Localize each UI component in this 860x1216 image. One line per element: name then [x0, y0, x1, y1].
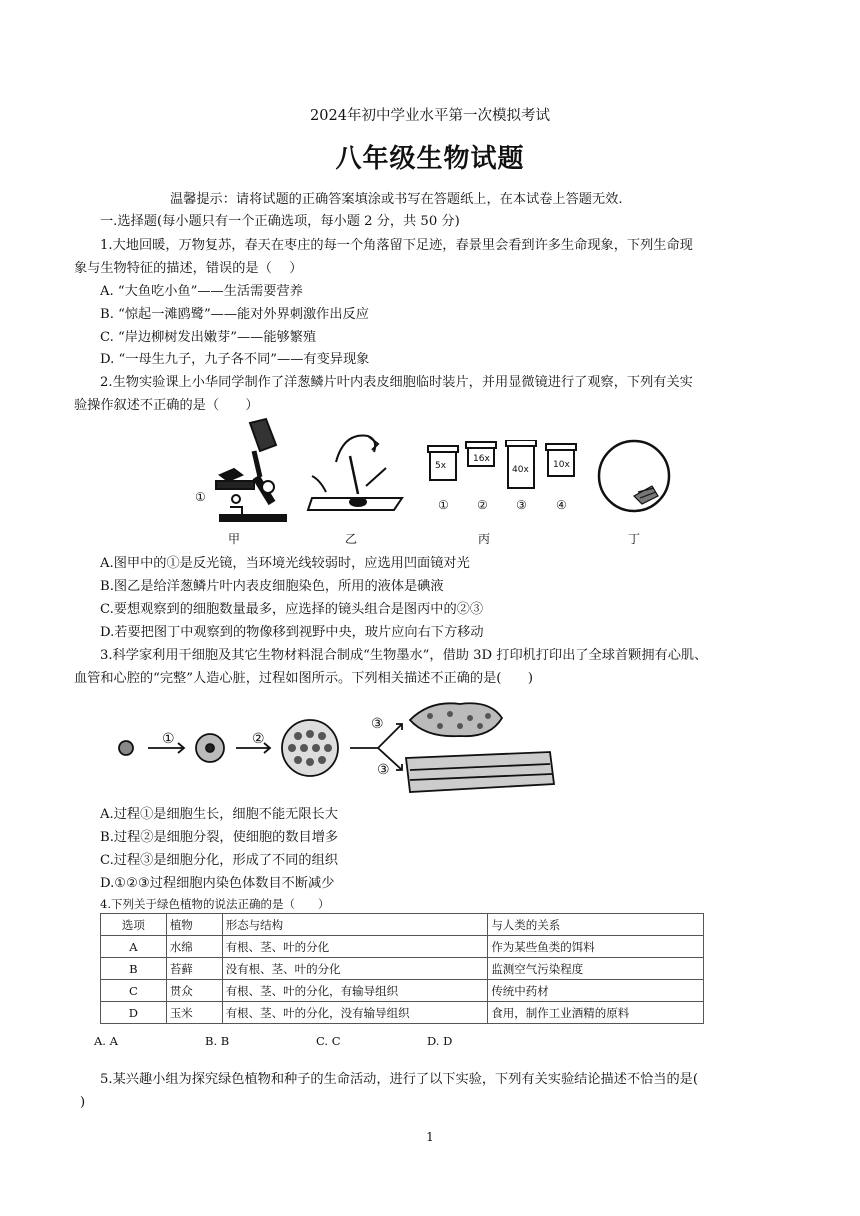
table-header-cell: 与人类的关系	[488, 914, 704, 936]
figure-label-bing: 丙	[478, 532, 491, 546]
q3-stem-line1: 3.科学家利用干细胞及其它生物材料混合制成“生物墨水”，借助 3D 打印机打印出了全球首颗拥有心肌、	[100, 648, 708, 663]
q2-option-c: C.要想观察到的细胞数量最多，应选择的镜头组合是图丙中的②③	[100, 602, 484, 617]
q4-option-c: C. C	[316, 1034, 341, 1048]
table-cell: B	[101, 958, 167, 980]
lens-number-4: ④	[556, 498, 567, 512]
page-number: 1	[426, 1130, 434, 1144]
q1-option-a: A. “大鱼吃小鱼”——生活需要营养	[100, 284, 303, 299]
q1-stem-line1: 1.大地回暖，万物复苏，春天在枣庄的每一个角落留下足迹，春景里会看到许多生命现象，下列生命现	[100, 238, 693, 253]
table-row	[101, 1002, 704, 1024]
microscope-figure	[190, 415, 300, 525]
q4-option-d: D. D	[427, 1034, 453, 1048]
cell-process-figure	[110, 694, 560, 800]
q4-option-a: A. A	[94, 1034, 118, 1048]
q2-stem-line2: 验操作叙述不正确的是（ ）	[74, 398, 259, 413]
q5-stem-line1: 5.某兴趣小组为探究绿色植物和种子的生命活动，进行了以下实验，下列有关实验结论描述不恰当的是(	[100, 1072, 698, 1087]
q2-stem-line1: 2.生物实验课上小华同学制作了洋葱鳞片叶内表皮细胞临时装片，并用显微镜进行了观察，下列有关实	[100, 375, 693, 390]
table-cell: 食用，制作工业酒精的原料	[488, 1002, 704, 1024]
mirror-marker: ①	[195, 490, 206, 504]
table-cell: A	[101, 936, 167, 958]
table-header-row	[101, 914, 704, 936]
table-header-cell: 选项	[101, 914, 167, 936]
table-cell: 贯众	[166, 980, 222, 1002]
table-cell: 有根、茎、叶的分化，有输导组织	[222, 980, 488, 1002]
figure-label-jia: 甲	[228, 532, 241, 546]
table-cell: 苔藓	[166, 958, 222, 980]
lens-number-1: ①	[438, 498, 449, 512]
q4-table	[100, 913, 704, 1024]
q1-stem-line2: 象与生物特征的描述，错误的是（ ）	[74, 261, 303, 276]
section-heading: 一.选择题(每小题只有一个正确选项，每小题 2 分，共 50 分)	[100, 214, 460, 229]
field-of-view-figure	[596, 438, 672, 514]
table-cell: 传统中药材	[488, 980, 704, 1002]
subject-title: 八年级生物试题	[335, 144, 525, 174]
q1-option-d: D. “一母生九子，九子各不同”——有变异现象	[100, 352, 370, 367]
table-row	[101, 958, 704, 980]
process-step-3b: ③	[377, 762, 390, 778]
table-cell: D	[101, 1002, 167, 1024]
q5-stem-line2: )	[80, 1095, 86, 1110]
table-cell: 没有根、茎、叶的分化	[222, 958, 488, 980]
lens-label-4: 10x	[553, 460, 570, 470]
lens-label-2: 16x	[473, 454, 490, 464]
exam-title: 2024年初中学业水平第一次模拟考试	[310, 108, 550, 124]
table-header-cell: 植物	[166, 914, 222, 936]
q3-option-c: C.过程③是细胞分化，形成了不同的组织	[100, 853, 338, 868]
lens-number-2: ②	[477, 498, 488, 512]
process-step-2: ②	[252, 731, 265, 747]
lens-label-3: 40x	[512, 465, 529, 475]
q2-option-b: B.图乙是给洋葱鳞片叶内表皮细胞染色，所用的液体是碘液	[100, 579, 444, 594]
figure-label-yi: 乙	[345, 532, 358, 546]
process-step-1: ①	[162, 731, 175, 747]
table-cell: 监测空气污染程度	[488, 958, 704, 980]
table-header-cell: 形态与结构	[222, 914, 488, 936]
table-cell: 有根、茎、叶的分化	[222, 936, 488, 958]
answer-tip: 温馨提示：请将试题的正确答案填涂或书写在答题纸上，在本试卷上答题无效.	[170, 192, 623, 207]
table-cell: 玉米	[166, 1002, 222, 1024]
figure-label-ding: 丁	[628, 532, 641, 546]
table-row	[101, 980, 704, 1002]
lens-label-1: 5x	[435, 461, 447, 471]
q2-option-d: D.若要把图丁中观察到的物像移到视野中央，玻片应向右下方移动	[100, 625, 484, 640]
q4-option-b: B. B	[205, 1034, 230, 1048]
q3-stem-line2: 血管和心腔的“完整”人造心脏，过程如图所示。下列相关描述不正确的是( )	[74, 671, 533, 686]
lens-number-3: ③	[516, 498, 527, 512]
table-cell: 水绵	[166, 936, 222, 958]
q1-option-b: B. “惊起一滩鸥鹭”——能对外界刺激作出反应	[100, 307, 369, 322]
staining-figure	[306, 422, 406, 522]
q3-option-a: A.过程①是细胞生长，细胞不能无限长大	[100, 807, 338, 822]
q3-option-d: D.①②③过程细胞内染色体数目不断减少	[100, 876, 335, 891]
table-cell: 作为某些鱼类的饵料	[488, 936, 704, 958]
q2-option-a: A.图甲中的①是反光镜，当环境光线较弱时，应选用凹面镜对光	[100, 556, 470, 571]
q1-option-c: C. “岸边柳树发出嫩芽”——能够繁殖	[100, 330, 317, 345]
table-cell: C	[101, 980, 167, 1002]
q4-stem: 4.下列关于绿色植物的说法正确的是（ ）	[100, 897, 330, 911]
table-cell: 有根、茎、叶的分化，没有输导组织	[222, 1002, 488, 1024]
q3-option-b: B.过程②是细胞分裂，使细胞的数目增多	[100, 830, 339, 845]
process-step-3a: ③	[371, 716, 384, 732]
lenses-figure	[426, 440, 586, 500]
table-row	[101, 936, 704, 958]
